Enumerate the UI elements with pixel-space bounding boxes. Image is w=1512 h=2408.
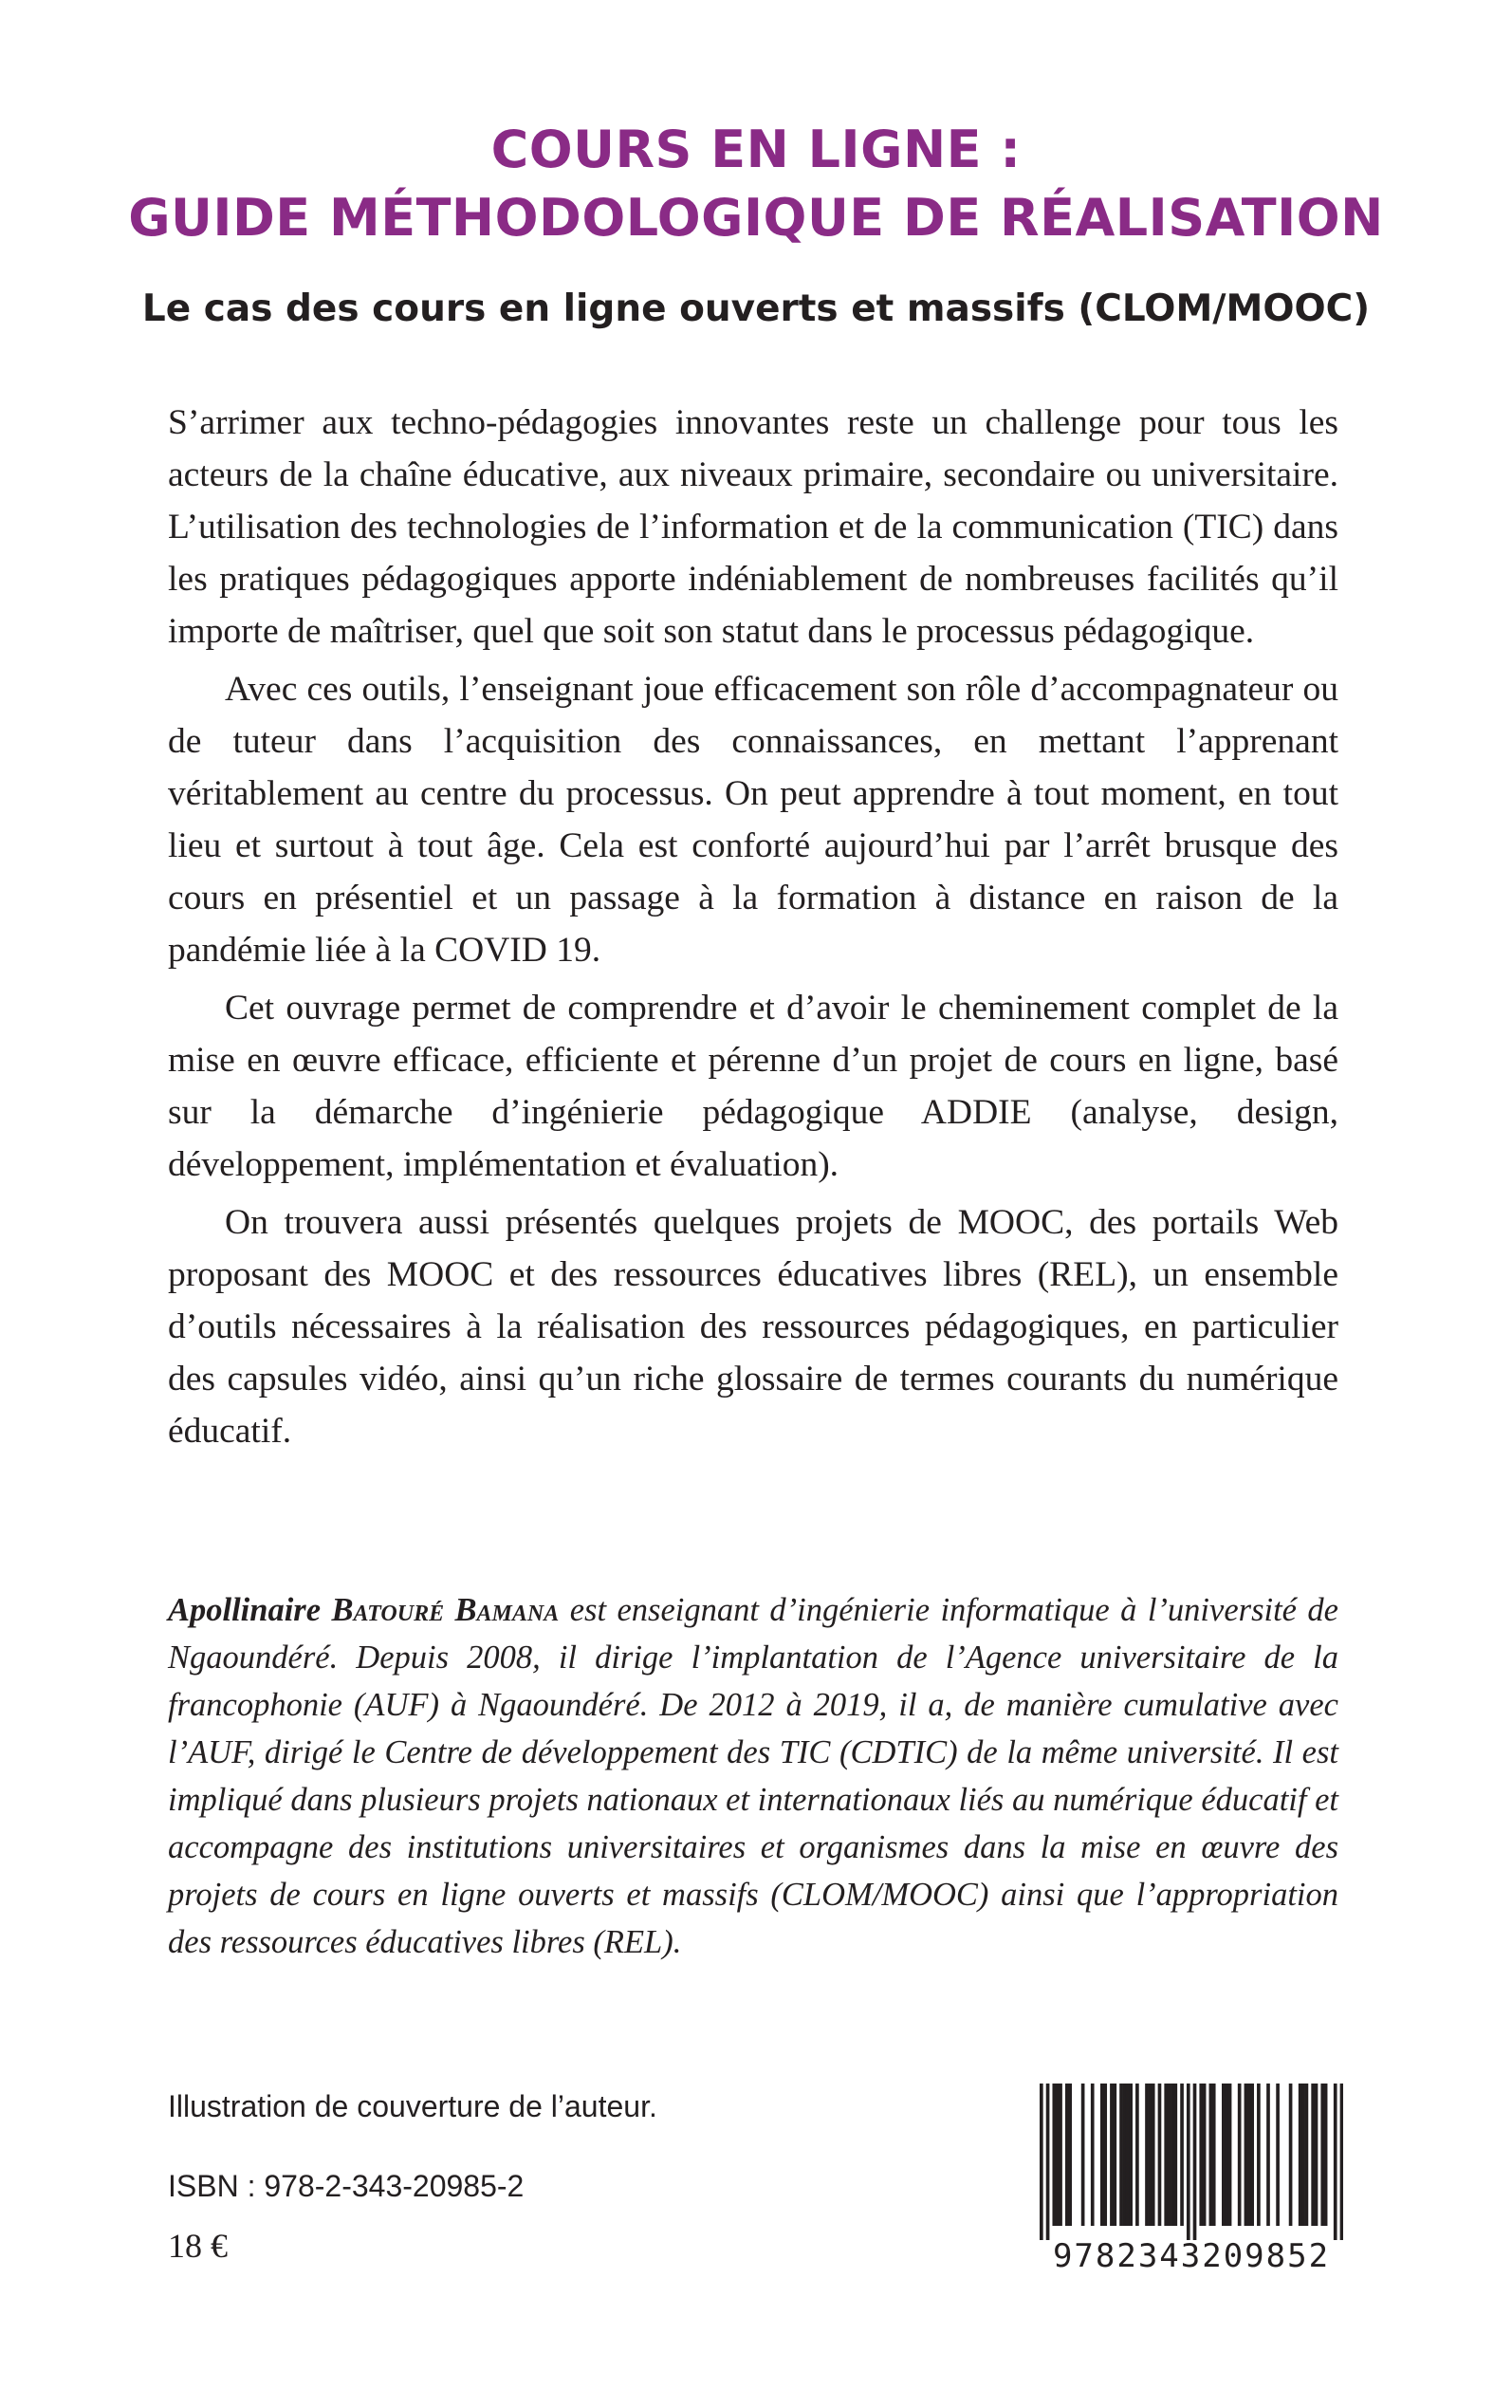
author-bio (168, 1586, 1338, 1966)
barcode-bar (1068, 2084, 1072, 2226)
blurb-text (168, 397, 1338, 1463)
barcode-bar (1199, 2084, 1203, 2226)
barcode-bar (1203, 2084, 1207, 2226)
barcode-bar (1129, 2084, 1133, 2226)
barcode-bar (1149, 2084, 1152, 2226)
barcode-bar (1315, 2084, 1318, 2226)
book-title-line-1: COURS EN LIGNE : (490, 120, 1022, 179)
barcode-bar (1180, 2084, 1184, 2226)
barcode-bar (1289, 2084, 1293, 2226)
barcode-bar (1266, 2084, 1270, 2226)
barcode-bar (1301, 2084, 1305, 2226)
barcode-bar (1245, 2084, 1248, 2226)
barcode-bar (1334, 2084, 1337, 2240)
book-subtitle: Le cas des cours en ligne ouverts et massifs (CLOM/MOOC) (141, 287, 1371, 330)
barcode-bar (1247, 2084, 1251, 2226)
blurb-paragraph-4: On trouvera aussi présentés quelques projets de MOOC, des portails Web proposant des MOOC et des ressources éducatives libres (REL), un ensemble d’outils nécessaires à la réalisation des ressources pédagogiques, en particulier des capsules vidéo, ainsi qu’un riche glossaire de termes courants du numérique éducatif. (168, 1203, 1338, 1451)
barcode-bar (1173, 2084, 1177, 2226)
barcode-bar (1305, 2084, 1309, 2226)
price: 18 € (168, 2227, 228, 2265)
barcode-bar (1324, 2084, 1328, 2226)
blurb-paragraph-3: Cet ouvrage permet de comprendre et d’avoir le cheminement complet de la mise en œuvre efficace, efficiente et pérenne d’un projet de cours en ligne, basé sur la démarche d’ingénierie pédagogique ADDIE (analyse, design, développement, implémentation et évaluation). (168, 989, 1338, 1184)
barcode-bar (1152, 2084, 1155, 2226)
author-first-name: Apollinaire (168, 1592, 322, 1628)
barcode-bar (1123, 2084, 1127, 2226)
isbn-barcode (1040, 2084, 1343, 2278)
barcode-bar (1168, 2084, 1171, 2226)
barcode-bar (1135, 2084, 1139, 2226)
barcode-bar (1187, 2084, 1190, 2240)
barcode-bar (1158, 2084, 1162, 2226)
barcode-bar (1110, 2084, 1114, 2226)
barcode-bar (1145, 2084, 1149, 2226)
barcode-bar (1040, 2084, 1043, 2240)
barcode-bar (1250, 2084, 1254, 2226)
barcode-bar (1052, 2084, 1056, 2226)
barcode-bar (1103, 2084, 1107, 2226)
barcode-bars (1040, 2084, 1343, 2240)
barcode-bar (1228, 2084, 1232, 2226)
barcode-bar (1222, 2084, 1226, 2226)
barcode-bar (1056, 2084, 1060, 2226)
barcode-bar (1100, 2084, 1104, 2226)
barcode-bar (1276, 2084, 1280, 2226)
author-last-name: Batouré Bamana (331, 1592, 560, 1628)
barcode-bar (1126, 2084, 1130, 2226)
barcode-bar (1059, 2084, 1062, 2226)
author-bio-text: est enseignant d’ingénierie informatique à l’université de Ngaoundéré. Depuis 2008, il dirige l’implantation de l’Agence universitaire de la francophonie (AUF) à Ngaoundéré. De 2012 à 2019, il a, de manière cumulative avec l’AUF, dirigé le Centre de développement des TIC (CDTIC) de la même université. Il est impliqué dans plusieurs projets nationaux et internationaux liés au numérique éducatif et accompagne des institutions universitaires et organismes dans la mise en œuvre des projets de cours en ligne ouverts et massifs (CLOM/MOOC) ainsi que l’appropriation des ressources éducatives libres (REL). (168, 1592, 1338, 1960)
blurb-paragraph-1: S’arrimer aux techno-pédagogies innovantes reste un challenge pour tous les acteurs de la chaîne éducative, aux niveaux primaire, secondaire ou universitaire. L’utilisation des technologies de l’information et de la communication (TIC) dans les pratiques pédagogiques apporte indéniablement de nombreuses facilités qu’il importe de maîtriser, quel que soit son statut dans le processus pédagogique. (168, 403, 1338, 651)
barcode-bar (1065, 2084, 1069, 2226)
barcode-bar (1164, 2084, 1168, 2226)
isbn: ISBN : 978-2-343-20985-2 (168, 2169, 525, 2203)
barcode-bar (1209, 2084, 1213, 2226)
barcode-bar (1046, 2084, 1050, 2240)
barcode-bar (1171, 2084, 1174, 2226)
barcode-bar (1212, 2084, 1216, 2226)
barcode-bar (1311, 2084, 1315, 2226)
barcode-digits: 9782343209852 (1052, 2237, 1331, 2275)
barcode-bar (1320, 2084, 1324, 2226)
book-title-line-2: GUIDE MÉTHODOLOGIQUE DE RÉALISATION (128, 188, 1384, 248)
barcode-bar (1113, 2084, 1116, 2226)
blurb-paragraph-2: Avec ces outils, l’enseignant joue efficacement son rôle d’accompagnateur ou de tuteur dans l’acquisition des connaissances, en mettant l’apprenant véritablement au centre du processus. On peut apprendre à tout moment, en tout lieu et surtout à tout âge. Cela est conforté aujourd’hui par l’arrêt brusque des cours en présentiel et un passage à la formation à distance en raison de la pandémie liée à la COVID 19. (168, 670, 1338, 970)
barcode-bar (1119, 2084, 1123, 2226)
barcode-bar (1225, 2084, 1228, 2226)
book-title (0, 116, 1512, 252)
barcode-bar (1081, 2084, 1085, 2226)
barcode-bar (1091, 2084, 1095, 2226)
barcode-bar (1299, 2084, 1302, 2226)
barcode-bar (1257, 2084, 1261, 2226)
barcode-bar (1193, 2084, 1197, 2240)
illustration-credit: Illustration de couverture de l’auteur. (168, 2089, 657, 2123)
barcode-bar (1340, 2084, 1343, 2240)
barcode-bar (1238, 2084, 1242, 2226)
